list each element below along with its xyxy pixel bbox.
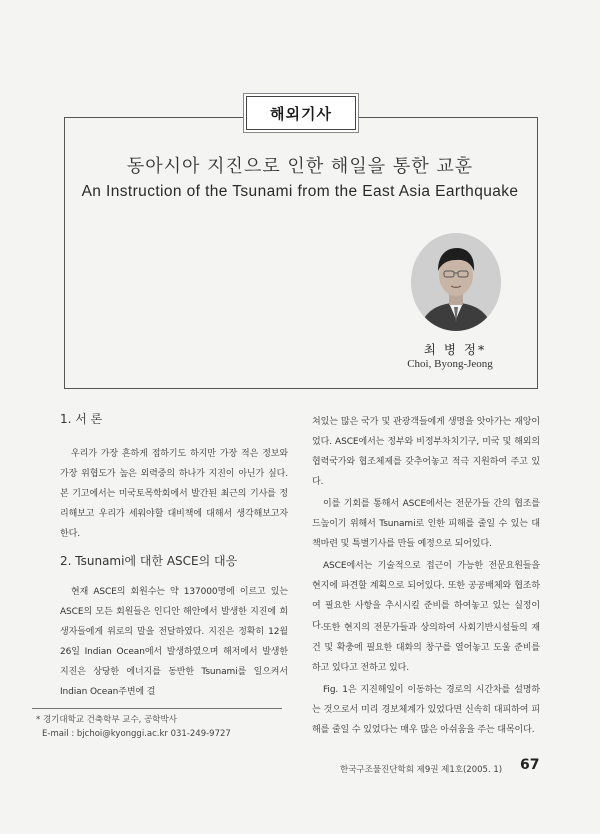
right-paragraph-5: Fig. 1은 지진해일이 이동하는 경로의 시간차를 설명하는 것으로서 미리 경보체계가 있었다면 신속히 대피하여 피해를 줄일 수 있었다는 매우 많은 아쉬움을 주는 대목이다. [312,685,540,735]
article-title-korean: 동아시아 지진으로 인한 해일을 통한 교훈 [126,156,474,177]
asce-paragraph: 현재 ASCE의 회원수는 약 137000명에 이르고 있는 ASCE의 모든 회원들은 인디안 해안에서 발생한 지진에 희생자들에게 위로의 말을 전달하였다. 지진은 정확히 12월 26일 Indian Ocean에서 발생하였으며 해저에서 발생한 지진은 상당한 에너지를 동반한 Tsunami를 일으켜서 Indian Ocean주변에 걸 [60,587,288,697]
author-name-korean: 최 병 정* [423,342,487,357]
right-paragraph-3: ASCE에서는 기술적으로 접근이 가능한 전문요원들을 현지에 파견할 계획으로 되어있다. 또한 공공배체와 협조하여 필요한 사항을 추시시킬 준비를 하여놓고 있는 실정이다. [312,561,540,631]
journal-citation: 한국구조물진단학회 제9권 제1호(2005. 1) [340,765,503,775]
footnote-affiliation: * 경기대학교 건축학부 교수, 공학박사 [36,715,177,725]
author-photo [411,233,501,331]
author-portrait-icon [411,233,501,331]
page-number: 67 [520,757,540,773]
right-paragraph-2: 이를 기회를 통해서 ASCE에서는 전문가들 간의 협조를 드높이기 위해서 Tsunami로 인한 피해를 줄일 수 있는 대책마련 및 특별기사를 만들 예정으로 되어있다. [312,499,540,549]
right-paragraph-1: 쳐있는 많은 국가 및 관광객들에게 생명을 앗아가는 재앙이었다. ASCE에서는 정부와 비정부차치기구, 미국 및 해외의 협력국가와 협조체제를 갖추어놓고 적극 지원하여 주고 있다. [312,417,540,487]
intro-heading: 1. 서 론 [60,412,103,426]
author-name-english: Choi, Byong-Jeong [407,358,493,370]
footnote-divider [32,708,282,709]
intro-paragraph: 우리가 가장 흔하게 접하기도 하지만 가장 적은 정보와 가장 위협도가 높은 외력중의 하나가 지진이 아닌가 싶다. 본 기고에서는 미국토목학회에서 발간된 최근의 기사를 정리해보고 우리가 세워야할 대비책에 대해서 생각해보고자 한다. [60,449,288,539]
article-title-english: An Instruction of the Tsunami from the East Asia Earthquake [81,183,519,200]
footnote-contact: E-mail : bjchoi@kyonggi.ac.kr 031-249-9727 [42,729,231,739]
right-paragraph-4: 또한 현지의 전문가들과 상의하여 사회기반시설들의 재건 및 확충에 필요한 대화의 창구를 열어놓고 도울 준비를 하고 있다고 전하고 있다. [312,623,540,673]
asce-heading: 2. Tsunami에 대한 ASCE의 대응 [60,554,238,568]
section-tag: 해외기사 [246,96,356,130]
